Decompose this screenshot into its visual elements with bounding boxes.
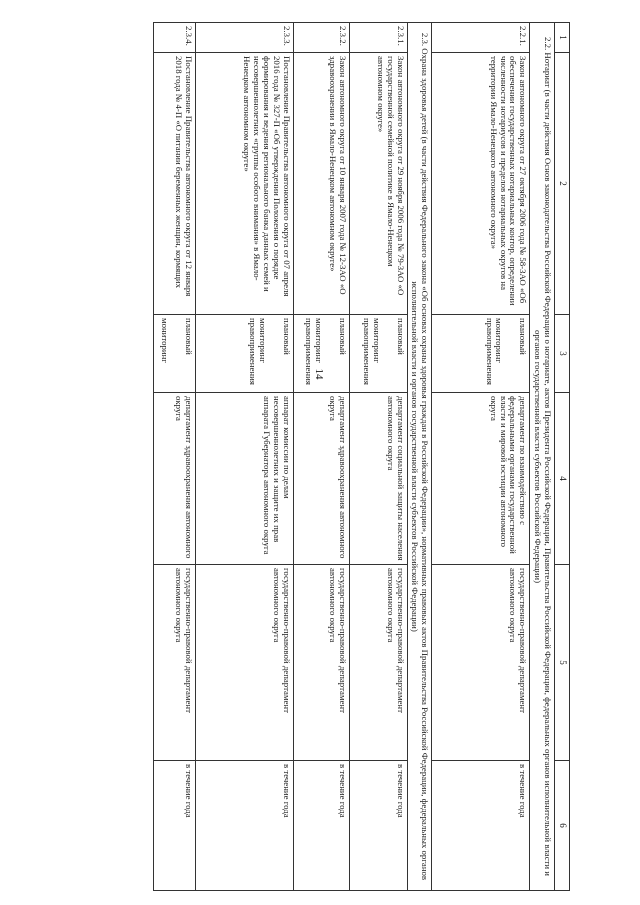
responsible: государственно-правовой департамент автономного округа	[293, 565, 349, 761]
column-number: 6	[555, 761, 570, 891]
column-number: 1	[555, 23, 570, 53]
column-number: 5	[555, 565, 570, 761]
responsible: государственно-правовой департамент автономного округа	[432, 565, 530, 761]
page-number: 14	[313, 368, 325, 380]
monitoring-type-plan: плановый	[337, 318, 348, 355]
deadline: в течение года	[153, 761, 195, 891]
document-title: Закон автономного округа от 27 октября 2006 года № 58-ЗАО «Об обеспечении государственных нотариальных контор, определении численности нотариусов и пределов нотариальных округов на территории Ямало-Ненецкого автономного округа»	[432, 53, 530, 315]
deadline: в течение года	[432, 761, 530, 891]
responsible: государственно-правовой департамент автономного округа	[153, 565, 195, 761]
deadline: в течение года	[293, 761, 349, 891]
table-row	[153, 23, 195, 891]
section-heading: 2.2. Нотариат (в части действия Основ законодательства Российской Федерации о нотариате, актов Президента Российской Федерации, Правительства Российской Федерации, федеральных органов исполнительной власти и органов государственной власти субъектов Российской Федерации)	[530, 23, 555, 891]
monitoring-type	[293, 315, 349, 393]
table-row	[293, 23, 349, 891]
section-heading-row	[530, 23, 555, 891]
monitoring-type	[432, 315, 530, 393]
table-row	[195, 23, 293, 891]
monitoring-type-plan: плановый	[281, 318, 292, 355]
row-number: 2.3.1.	[349, 23, 407, 53]
organization: аппарат комиссии по делам несовершеннолетних и защите их прав аппарата Губернатора автономного округа	[195, 393, 293, 565]
monitoring-type-kind: мониторинг правоприменения	[484, 318, 505, 385]
organization: департамент здравоохранения автономного округа	[293, 393, 349, 565]
table-row	[432, 23, 530, 891]
responsible: государственно-правовой департамент автономного округа	[349, 565, 407, 761]
column-number: 4	[555, 393, 570, 565]
document-title: Закон автономного округа от 29 ноября 2006 года № 79-ЗАО «О государственной семейной политике в Ямало-Ненецком автономном округе»	[349, 53, 407, 315]
deadline: в течение года	[349, 761, 407, 891]
monitoring-type	[349, 315, 407, 393]
column-number-row	[555, 23, 570, 891]
monitoring-type-kind: мониторинг правоприменения	[247, 318, 268, 385]
monitoring-type-plan: плановый	[395, 318, 406, 355]
monitoring-type	[153, 315, 195, 393]
monitoring-type-kind: мониторинг правоприменения	[361, 318, 382, 385]
rotated-table-wrapper	[100, 22, 570, 890]
monitoring-type-plan: плановый	[518, 318, 529, 355]
section-heading-row	[407, 23, 432, 891]
section-heading: 2.3. Охрана здоровья детей (в части действия Федерального закона «Об основах охраны здоровья граждан в Российской Федерации», нормативных правовых актов Правительства Российской Федерации, федеральных органов исполнительной власти и органов государственной власти субъектов Российской Федерации)	[407, 23, 432, 891]
document-title: Закон автономного округа от 10 января 2007 года № 12-ЗАО «О здравоохранении в Ямало-Ненецком автономном округе»	[293, 53, 349, 315]
plan-table	[153, 22, 570, 891]
row-number: 2.3.2.	[293, 23, 349, 53]
document-title: Постановление Правительства автономного округа от 12 января 2018 года № 4-П «О питании беременных женщин, кормящих	[153, 53, 195, 315]
column-number: 3	[555, 315, 570, 393]
row-number: 2.2.1.	[432, 23, 530, 53]
monitoring-type-kind: мониторинг	[159, 318, 170, 363]
row-number: 2.3.3.	[195, 23, 293, 53]
organization: департамент здравоохранения автономного округа	[153, 393, 195, 565]
organization: департамент по взаимодействию с федеральными органами государственной власти и мировой юстиции автономного округа	[432, 393, 530, 565]
document-title: Постановление Правительства автономного округа от 07 апреля 2016 года № 327-П «Об утверждении Положения о порядке формирования и ведения регионального банка данных семей и несовершеннолетних «группы особого внимания» в Ямало-Ненецком автономном округе»	[195, 53, 293, 315]
responsible: государственно-правовой департамент автономного округа	[195, 565, 293, 761]
monitoring-type-kind: мониторинг правоприменения	[303, 318, 324, 385]
monitoring-type-plan: плановый	[183, 318, 194, 355]
monitoring-type	[195, 315, 293, 393]
row-number: 2.3.4.	[153, 23, 195, 53]
deadline: в течение года	[195, 761, 293, 891]
organization: департамент социальной защиты населения автономного округа	[349, 393, 407, 565]
column-number: 2	[555, 53, 570, 315]
table-row	[349, 23, 407, 891]
